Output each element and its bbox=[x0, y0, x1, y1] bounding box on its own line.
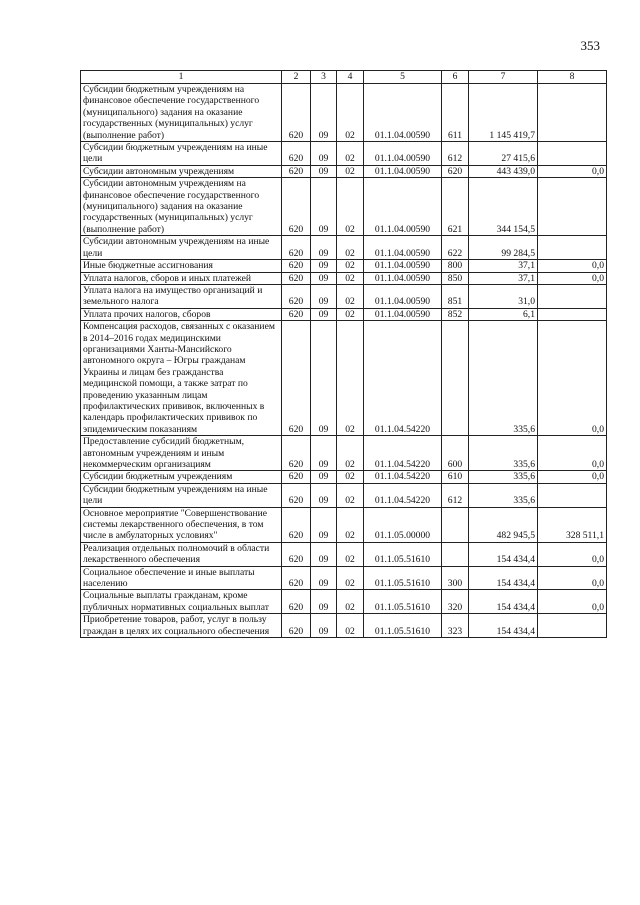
cell-code-3: 09 bbox=[311, 272, 337, 284]
column-header-4: 4 bbox=[337, 71, 364, 84]
column-header-3: 3 bbox=[311, 71, 337, 84]
cell-code-4: 02 bbox=[337, 483, 364, 507]
cell-value-7: 443 439,0 bbox=[469, 165, 538, 177]
cell-code-4: 02 bbox=[337, 178, 364, 236]
cell-code-5: 01.1.05.51610 bbox=[364, 542, 442, 566]
cell-code-6: 851 bbox=[442, 284, 469, 308]
cell-code-3: 09 bbox=[311, 142, 337, 166]
cell-code-2: 620 bbox=[282, 471, 311, 483]
cell-value-7: 335,6 bbox=[469, 436, 538, 471]
table-row bbox=[81, 260, 607, 272]
table-row bbox=[81, 84, 607, 142]
cell-code-2: 620 bbox=[282, 178, 311, 236]
cell-code-6: 320 bbox=[442, 590, 469, 614]
cell-value-8 bbox=[538, 614, 607, 638]
cell-value-8: 0,0 bbox=[538, 272, 607, 284]
cell-code-3: 09 bbox=[311, 84, 337, 142]
cell-name: Компенсация расходов, связанных с оказанием в 2014–2016 годах медицинскими организациями Ханты-Мансийского автономного округа – Югры гражданам Украины и лицам без гражданства медицинской помощи, а также затрат по проведению указанным лицам профилактических прививок, включенных в календарь профилактических прививок по эпидемическим показаниям bbox=[81, 321, 282, 436]
cell-code-2: 620 bbox=[282, 284, 311, 308]
cell-code-4: 02 bbox=[337, 614, 364, 638]
cell-value-8: 0,0 bbox=[538, 321, 607, 436]
cell-name: Приобретение товаров, работ, услуг в пользу граждан в целях их социального обеспечения bbox=[81, 614, 282, 638]
cell-name: Реализация отдельных полномочий в области лекарственного обеспечения bbox=[81, 542, 282, 566]
cell-code-5: 01.1.05.51610 bbox=[364, 614, 442, 638]
table-row bbox=[81, 178, 607, 236]
cell-name: Субсидии бюджетным учреждениям на финансовое обеспечение государственного (муниципального) задания на оказание государственных (муниципальных) услуг (выполнение работ) bbox=[81, 84, 282, 142]
cell-name: Уплата прочих налогов, сборов bbox=[81, 308, 282, 320]
cell-code-5: 01.1.04.00590 bbox=[364, 236, 442, 260]
table-row bbox=[81, 614, 607, 638]
cell-code-5: 01.1.04.54220 bbox=[364, 321, 442, 436]
table-row bbox=[81, 566, 607, 590]
cell-code-4: 02 bbox=[337, 590, 364, 614]
cell-value-7: 6,1 bbox=[469, 308, 538, 320]
cell-name: Субсидии автономным учреждениям на финансовое обеспечение государственного (муниципального) задания на оказание государственных (муниципальных) услуг (выполнение работ) bbox=[81, 178, 282, 236]
cell-value-8: 0,0 bbox=[538, 436, 607, 471]
cell-code-6: 612 bbox=[442, 483, 469, 507]
column-header-1: 1 bbox=[81, 71, 282, 84]
cell-code-5: 01.1.04.54220 bbox=[364, 471, 442, 483]
cell-code-4: 02 bbox=[337, 142, 364, 166]
cell-code-3: 09 bbox=[311, 471, 337, 483]
cell-value-8 bbox=[538, 236, 607, 260]
cell-code-2: 620 bbox=[282, 483, 311, 507]
cell-value-8: 328 511,1 bbox=[538, 507, 607, 542]
cell-code-6: 621 bbox=[442, 178, 469, 236]
header-row bbox=[81, 71, 607, 84]
cell-code-6: 611 bbox=[442, 84, 469, 142]
cell-code-5: 01.1.04.00590 bbox=[364, 178, 442, 236]
cell-code-2: 620 bbox=[282, 590, 311, 614]
cell-code-6 bbox=[442, 507, 469, 542]
cell-code-3: 09 bbox=[311, 236, 337, 260]
cell-value-8: 0,0 bbox=[538, 542, 607, 566]
cell-value-7: 37,1 bbox=[469, 260, 538, 272]
cell-code-2: 620 bbox=[282, 542, 311, 566]
cell-code-5: 01.1.04.00590 bbox=[364, 284, 442, 308]
cell-code-5: 01.1.04.00590 bbox=[364, 165, 442, 177]
cell-name: Субсидии автономным учреждениям на иные цели bbox=[81, 236, 282, 260]
column-header-6: 6 bbox=[442, 71, 469, 84]
cell-name: Субсидии бюджетным учреждениям на иные цели bbox=[81, 483, 282, 507]
cell-code-6: 800 bbox=[442, 260, 469, 272]
cell-code-4: 02 bbox=[337, 236, 364, 260]
cell-code-2: 620 bbox=[282, 142, 311, 166]
cell-value-8 bbox=[538, 284, 607, 308]
cell-value-7: 154 434,4 bbox=[469, 566, 538, 590]
cell-value-7: 99 284,5 bbox=[469, 236, 538, 260]
cell-code-6 bbox=[442, 321, 469, 436]
cell-code-6: 850 bbox=[442, 272, 469, 284]
cell-code-5: 01.1.05.51610 bbox=[364, 590, 442, 614]
cell-value-7: 37,1 bbox=[469, 272, 538, 284]
cell-code-3: 09 bbox=[311, 321, 337, 436]
cell-code-4: 02 bbox=[337, 284, 364, 308]
cell-code-5: 01.1.04.00590 bbox=[364, 272, 442, 284]
table-row bbox=[81, 507, 607, 542]
cell-code-5: 01.1.04.54220 bbox=[364, 483, 442, 507]
table-row bbox=[81, 272, 607, 284]
cell-code-6: 612 bbox=[442, 142, 469, 166]
table-row bbox=[81, 284, 607, 308]
table-row bbox=[81, 321, 607, 436]
cell-code-3: 09 bbox=[311, 483, 337, 507]
cell-value-8: 0,0 bbox=[538, 566, 607, 590]
cell-code-6: 852 bbox=[442, 308, 469, 320]
cell-code-5: 01.1.04.00590 bbox=[364, 84, 442, 142]
cell-value-7: 31,0 bbox=[469, 284, 538, 308]
table-row bbox=[81, 590, 607, 614]
cell-code-2: 620 bbox=[282, 614, 311, 638]
cell-value-8: 0,0 bbox=[538, 165, 607, 177]
cell-code-3: 09 bbox=[311, 178, 337, 236]
cell-name: Субсидии бюджетным учреждениям bbox=[81, 471, 282, 483]
cell-value-8: 0,0 bbox=[538, 590, 607, 614]
cell-value-8 bbox=[538, 308, 607, 320]
cell-code-3: 09 bbox=[311, 260, 337, 272]
cell-code-5: 01.1.04.00590 bbox=[364, 142, 442, 166]
cell-name: Основное мероприятие "Совершенствование системы лекарственного обеспечения, в том числе в амбулаторных условиях" bbox=[81, 507, 282, 542]
cell-code-3: 09 bbox=[311, 308, 337, 320]
cell-code-2: 620 bbox=[282, 436, 311, 471]
cell-value-7: 335,6 bbox=[469, 321, 538, 436]
cell-code-2: 620 bbox=[282, 507, 311, 542]
cell-code-3: 09 bbox=[311, 436, 337, 471]
cell-code-2: 620 bbox=[282, 260, 311, 272]
cell-value-7: 344 154,5 bbox=[469, 178, 538, 236]
cell-value-8: 0,0 bbox=[538, 471, 607, 483]
cell-name: Предоставление субсидий бюджетным, автономным учреждениям и иным некоммерческим организациям bbox=[81, 436, 282, 471]
cell-code-6: 323 bbox=[442, 614, 469, 638]
cell-value-7: 335,6 bbox=[469, 471, 538, 483]
table-row bbox=[81, 165, 607, 177]
cell-name: Уплата налогов, сборов и иных платежей bbox=[81, 272, 282, 284]
budget-table bbox=[80, 70, 607, 638]
table-row bbox=[81, 471, 607, 483]
cell-name: Иные бюджетные ассигнования bbox=[81, 260, 282, 272]
cell-code-2: 620 bbox=[282, 308, 311, 320]
cell-code-5: 01.1.04.00590 bbox=[364, 308, 442, 320]
cell-code-4: 02 bbox=[337, 321, 364, 436]
cell-code-4: 02 bbox=[337, 566, 364, 590]
cell-name: Социальные выплаты гражданам, кроме публичных нормативных социальных выплат bbox=[81, 590, 282, 614]
cell-code-4: 02 bbox=[337, 507, 364, 542]
cell-code-4: 02 bbox=[337, 84, 364, 142]
cell-code-3: 09 bbox=[311, 614, 337, 638]
table-row bbox=[81, 142, 607, 166]
cell-code-3: 09 bbox=[311, 542, 337, 566]
cell-code-6: 622 bbox=[442, 236, 469, 260]
cell-value-7: 154 434,4 bbox=[469, 590, 538, 614]
cell-code-4: 02 bbox=[337, 260, 364, 272]
cell-value-7: 482 945,5 bbox=[469, 507, 538, 542]
cell-value-7: 154 434,4 bbox=[469, 542, 538, 566]
cell-code-6: 600 bbox=[442, 436, 469, 471]
cell-code-4: 02 bbox=[337, 542, 364, 566]
column-header-2: 2 bbox=[282, 71, 311, 84]
cell-name: Субсидии автономным учреждениям bbox=[81, 165, 282, 177]
cell-code-6 bbox=[442, 542, 469, 566]
cell-code-5: 01.1.05.00000 bbox=[364, 507, 442, 542]
cell-value-7: 335,6 bbox=[469, 483, 538, 507]
cell-code-4: 02 bbox=[337, 471, 364, 483]
cell-value-8 bbox=[538, 84, 607, 142]
cell-code-2: 620 bbox=[282, 321, 311, 436]
cell-code-5: 01.1.05.51610 bbox=[364, 566, 442, 590]
cell-code-2: 620 bbox=[282, 84, 311, 142]
column-header-5: 5 bbox=[364, 71, 442, 84]
cell-code-3: 09 bbox=[311, 566, 337, 590]
cell-code-3: 09 bbox=[311, 507, 337, 542]
column-header-7: 7 bbox=[469, 71, 538, 84]
cell-code-4: 02 bbox=[337, 308, 364, 320]
cell-value-7: 154 434,4 bbox=[469, 614, 538, 638]
cell-code-6: 620 bbox=[442, 165, 469, 177]
table-row bbox=[81, 236, 607, 260]
cell-name: Социальное обеспечение и иные выплаты населению bbox=[81, 566, 282, 590]
cell-code-2: 620 bbox=[282, 165, 311, 177]
cell-code-2: 620 bbox=[282, 236, 311, 260]
page-number: 353 bbox=[580, 38, 600, 53]
cell-code-5: 01.1.04.54220 bbox=[364, 436, 442, 471]
cell-code-2: 620 bbox=[282, 272, 311, 284]
cell-code-6: 300 bbox=[442, 566, 469, 590]
cell-code-2: 620 bbox=[282, 566, 311, 590]
table-row bbox=[81, 436, 607, 471]
table-body bbox=[81, 84, 607, 638]
cell-value-8 bbox=[538, 178, 607, 236]
cell-code-4: 02 bbox=[337, 272, 364, 284]
cell-value-8 bbox=[538, 483, 607, 507]
table-row bbox=[81, 483, 607, 507]
cell-value-7: 1 145 419,7 bbox=[469, 84, 538, 142]
cell-name: Уплата налога на имущество организаций и земельного налога bbox=[81, 284, 282, 308]
cell-code-3: 09 bbox=[311, 590, 337, 614]
cell-value-8 bbox=[538, 142, 607, 166]
cell-code-3: 09 bbox=[311, 165, 337, 177]
cell-value-8: 0,0 bbox=[538, 260, 607, 272]
cell-code-3: 09 bbox=[311, 284, 337, 308]
cell-name: Субсидии бюджетным учреждениям на иные цели bbox=[81, 142, 282, 166]
table-row bbox=[81, 542, 607, 566]
cell-value-7: 27 415,6 bbox=[469, 142, 538, 166]
column-header-8: 8 bbox=[538, 71, 607, 84]
cell-code-4: 02 bbox=[337, 165, 364, 177]
cell-code-5: 01.1.04.00590 bbox=[364, 260, 442, 272]
table-row bbox=[81, 308, 607, 320]
cell-code-6: 610 bbox=[442, 471, 469, 483]
cell-code-4: 02 bbox=[337, 436, 364, 471]
